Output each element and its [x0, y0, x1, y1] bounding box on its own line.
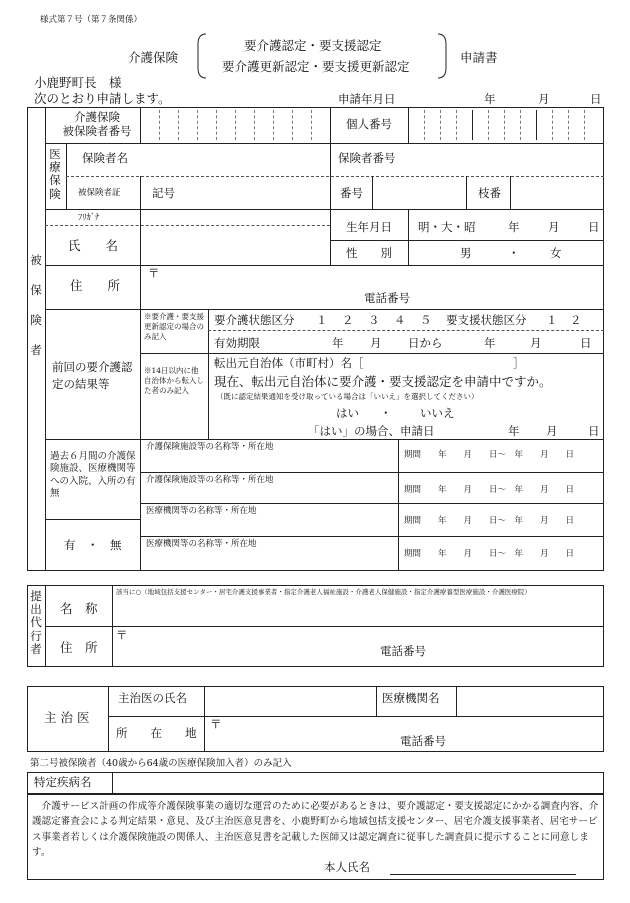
form-number: 様式第７号（第７条関係）	[40, 15, 143, 25]
birth-month: 月	[548, 220, 560, 234]
validity-from: 日から	[408, 336, 443, 350]
insured-side-label: 被保険者	[30, 253, 42, 357]
header-prefix: 介護保険	[128, 50, 179, 65]
facility-period-4: 期間 年 月 日～ 年 月 日	[404, 549, 575, 559]
application-date-day: 日	[590, 92, 602, 106]
support-level-2[interactable]: ２	[570, 313, 582, 327]
validity-year: 年	[332, 336, 344, 350]
intro-text: 次のとおり申請します。	[34, 91, 171, 106]
header-option-1: 要介護認定・要支援認定	[244, 38, 382, 53]
facility-presence[interactable]: 有 ・ 無	[64, 538, 122, 552]
furigana-label: ﾌﾘｶﾞﾅ	[78, 213, 100, 223]
care-level-5[interactable]: ５	[420, 313, 432, 327]
doctor-location-label: 所 在 地	[116, 726, 197, 740]
sex-female: 女	[550, 246, 562, 260]
validity-month-2: 月	[530, 336, 542, 350]
signature-line[interactable]	[390, 874, 576, 875]
doctor-phone-label: 電話番号	[400, 734, 446, 748]
application-date-year: 年	[484, 92, 496, 106]
care-level-3[interactable]: ３	[368, 313, 380, 327]
facility-period-1: 期間 年 月 日～ 年 月 日	[404, 450, 575, 460]
card-label: 被保険者証	[78, 188, 121, 198]
transfer-municipality: 転出元自治体（市町村）名［ ］	[214, 356, 525, 370]
application-date-month: 月	[538, 92, 550, 106]
medical-side-label: 医療保険	[49, 147, 61, 201]
insurer-number-label: 保険者番号	[338, 151, 396, 165]
header-option-2: 要介護更新認定・要支援更新認定	[222, 59, 410, 74]
answer-no[interactable]: いいえ	[420, 406, 455, 420]
answer-dot: ・	[380, 406, 392, 420]
facility-row-1: 介護保険施設等の名称等・所在地	[146, 442, 274, 452]
birth-year: 年	[508, 220, 520, 234]
facility-period-2: 期間 年 月 日～ 年 月 日	[404, 485, 575, 495]
agent-type-note: 該当に○（地域包括支援センター・居宅介護支援事業者・指定介護老人福祉施設・介護老人保健施設・指定介護療養型医療施設・介護医療院）	[116, 588, 531, 596]
support-level-1[interactable]: １	[546, 313, 558, 327]
doctor-postal: 〒	[210, 717, 222, 731]
care-level-label: 要介護状態区分	[214, 313, 295, 327]
application-date-label: 申請年月日	[338, 92, 396, 106]
agent-address-label: 住 所	[60, 640, 98, 655]
validity-day-2: 日	[580, 336, 592, 350]
validity-year-2: 年	[484, 336, 496, 350]
doctor-table	[27, 686, 604, 752]
doctor-side-label: 主 治 医	[44, 710, 90, 725]
individual-number-label: 個人番号	[346, 117, 392, 131]
consent-text: 介護サービス計画の作成等介護保険事業の適切な運営のために必要があるときは、要介護認定・要支援認定にかかる調査内容、介護認定審査会による判定結果・意見、及び主治医意見書を、小鹿野町から地域包括支援センター、居宅介護支援事業者、居宅サービス事業者若しくは介護保険施設の関係人、主治医意見書を記載した医師又は認定調査に従事した調査員に提示することに同意します。	[32, 801, 599, 859]
agent-side-label: 提出代行者	[30, 589, 42, 656]
previous-result-label: 前回の要介護認定の結果等	[52, 360, 133, 392]
agent-phone-label: 電話番号	[380, 644, 426, 658]
care-level-4[interactable]: ４	[394, 313, 406, 327]
category2-note: 第二号被保険者（40歳から64歳の医療保険加入者）のみ記入	[30, 758, 292, 769]
doctor-name-label: 主治医の氏名	[118, 691, 187, 705]
pending-question: 現在、転出元自治体に要介護・要支援認定を申請中ですか。	[214, 374, 552, 389]
care-level-1[interactable]: １	[316, 313, 328, 327]
birth-day: 日	[588, 220, 600, 234]
answer-yes[interactable]: はい	[336, 406, 359, 420]
header-suffix: 申請書	[460, 50, 498, 65]
agent-postal: 〒	[116, 628, 128, 642]
sex-label: 性 別	[346, 246, 392, 260]
facility-label: 過去６月間の介護保険施設、医療機関等への入院、入所の有無	[50, 451, 136, 500]
pending-question-note: （既に認定結果通知を受け取っている場合は「いいえ」を選択してください）	[216, 392, 479, 401]
sex-dot: ・	[508, 246, 520, 260]
if-yes-label: 「はい」の場合、申請日	[308, 424, 435, 438]
care-level-2[interactable]: ２	[342, 313, 354, 327]
address-label: 住 所	[70, 278, 121, 293]
institution-label: 医療機関名	[382, 691, 440, 705]
if-yes-month: 月	[546, 424, 558, 438]
validity-month: 月	[370, 336, 382, 350]
birth-era: 明・大・昭	[418, 220, 476, 234]
facility-row-2: 介護保険施設等の名称等・所在地	[146, 475, 274, 485]
insured-number-label	[52, 110, 142, 139]
name-label: 氏 名	[68, 238, 119, 253]
support-level-label: 要支援状態区分	[446, 313, 527, 327]
address-postal: 〒	[148, 266, 160, 280]
facility-row-3: 医療機関等の名称等・所在地	[146, 506, 257, 516]
agent-name-label: 名 称	[60, 601, 98, 616]
branch-label: 枝番	[478, 186, 501, 200]
insurer-name-label: 保険者名	[82, 151, 128, 165]
transfer-note: ※14日以内に他自治体から転入した者のみ記入	[144, 366, 204, 395]
birth-label: 生年月日	[346, 220, 392, 234]
renewal-note: ※要介護・要支援更新認定の場合のみ記入	[144, 312, 204, 341]
signature-label: 本人氏名	[324, 860, 370, 874]
facility-row-4: 医療機関等の名称等・所在地	[146, 539, 257, 549]
number-label: 番号	[340, 186, 363, 200]
validity-label: 有効期限	[214, 336, 260, 350]
disease-label: 特定疾病名	[34, 775, 92, 789]
address-phone-label: 電話番号	[364, 291, 410, 305]
addressee: 小鹿野町長 様	[34, 75, 122, 90]
sex-male: 男	[460, 246, 472, 260]
if-yes-day: 日	[588, 424, 600, 438]
symbol-label: 記号	[152, 186, 175, 200]
if-yes-year: 年	[508, 424, 520, 438]
insured-number-text: 介護保険 被保険者番号	[62, 110, 132, 139]
disease-table	[27, 772, 604, 794]
facility-period-3: 期間 年 月 日～ 年 月 日	[404, 516, 575, 526]
